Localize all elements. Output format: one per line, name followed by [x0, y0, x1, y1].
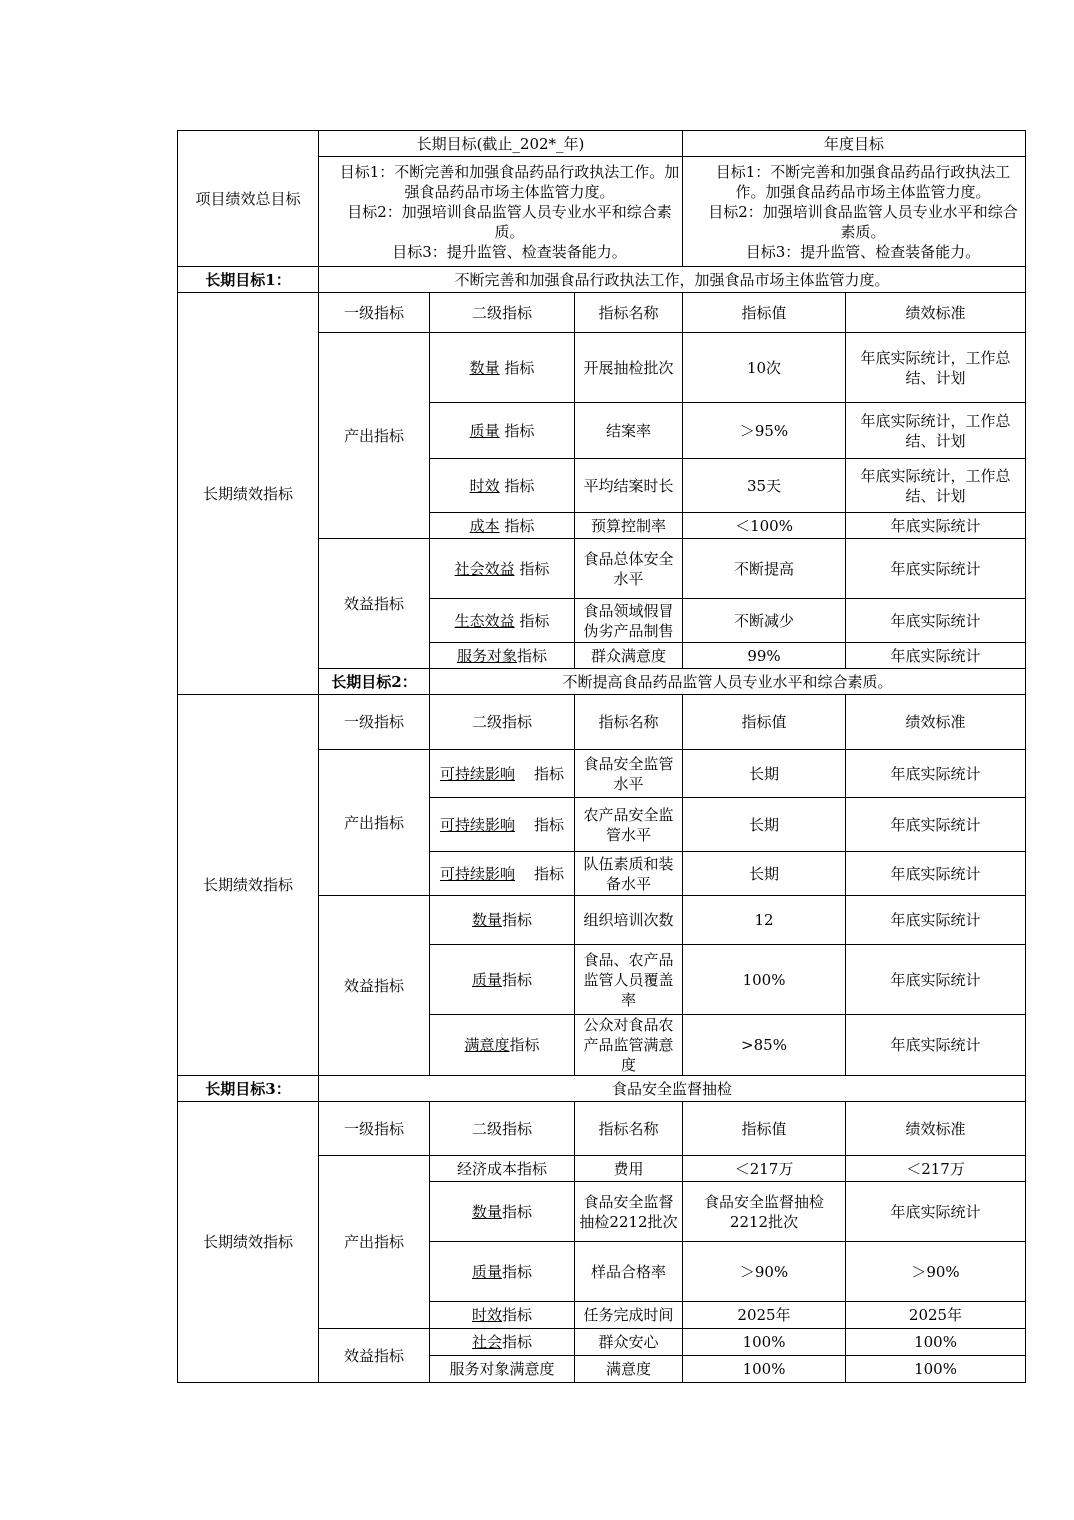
annual-goal-2: 目标2：加强培训食品监管人员专业水平和综合素质。: [708, 202, 1018, 241]
l2-underlined: 质量: [471, 1262, 502, 1281]
l2-underlined: 成本: [469, 516, 500, 535]
goal3-benefit-name: 满意度: [575, 1356, 683, 1383]
l2-suffix: 指标: [504, 476, 535, 495]
long-term-header: 长期目标(截止_202*_年): [319, 131, 683, 157]
goal2-output-name: 农产品安全监管水平: [575, 798, 683, 852]
goal1-output-l2: [430, 403, 575, 459]
header-standard: 绩效标准: [846, 695, 1026, 750]
goal2-benefit-value: 100%: [683, 945, 846, 1015]
l2-suffix: 指标: [509, 1036, 540, 1054]
l2-underlined: 社会效益: [454, 559, 515, 578]
header-value: 指标值: [683, 293, 846, 333]
header-value: 指标值: [683, 695, 846, 750]
goal2-benefit-l2: [430, 1015, 575, 1076]
goal3-output-value: ＜217万: [683, 1156, 846, 1182]
goal1-benefit-value: 不断减少: [683, 599, 846, 643]
l2-underlined: 时效: [469, 476, 500, 495]
l2-suffix: 指标: [502, 970, 533, 989]
goal3-output-label: 产出指标: [319, 1156, 430, 1329]
goal3-label: 长期目标3：: [178, 1076, 319, 1102]
goal1-output-label: 产出指标: [319, 333, 430, 539]
goal1-output-value: ＜100%: [683, 513, 846, 539]
long-term-goal-2: 目标2：加强培训食品监管人员专业水平和综合素质。: [347, 202, 672, 241]
goal1-benefit-standard: 年底实际统计: [846, 643, 1026, 669]
l2-suffix: 指标: [502, 1333, 533, 1351]
l2-suffix: 指标: [534, 764, 565, 783]
header-standard: 绩效标准: [846, 1102, 1026, 1156]
l2-suffix: 指标: [502, 1306, 533, 1324]
annual-header: 年度目标: [683, 131, 1026, 157]
l2-underlined: 数量: [471, 911, 502, 929]
goal2-label: 长期目标2：: [319, 669, 430, 695]
header-level1: 一级指标: [319, 293, 430, 333]
goal3-benefit-value: 100%: [683, 1356, 846, 1383]
goal1-output-name: 开展抽检批次: [575, 333, 683, 403]
goal2-benefit-standard: 年底实际统计: [846, 896, 1026, 945]
l2-suffix: 经济成本指标: [456, 1159, 547, 1178]
performance-goals-table: [177, 130, 1026, 1383]
goal2-benefit-value: >85%: [683, 1015, 846, 1076]
goal2-output-name: 食品安全监管水平: [575, 750, 683, 798]
annual-goals: [683, 157, 1026, 267]
l2-suffix: 指标: [504, 358, 535, 377]
goal1-benefit-l2: [430, 599, 575, 643]
goal3-output-l2: [430, 1242, 575, 1302]
annual-goal-3: 目标3：提升监管、检查装备能力。: [745, 242, 981, 261]
goal3-output-standard: 2025年: [846, 1302, 1026, 1329]
long-term-goals: [319, 157, 683, 267]
goal2-output-l2: [430, 750, 575, 798]
goal3-output-name: 任务完成时间: [575, 1302, 683, 1329]
goal1-output-l2: [430, 459, 575, 513]
goal3-section-label: 长期绩效指标: [178, 1102, 319, 1383]
goal1-benefit-standard: 年底实际统计: [846, 599, 1026, 643]
goal1-output-standard: 年底实际统计，工作总结、计划: [846, 459, 1026, 513]
goal2-benefit-standard: 年底实际统计: [846, 945, 1026, 1015]
goal2-output-l2: [430, 852, 575, 896]
goal1-benefit-value: 99%: [683, 643, 846, 669]
goal3-output-name: 费用: [575, 1156, 683, 1182]
l2-underlined: 可持续影响: [439, 864, 515, 883]
goal2-output-name: 队伍素质和装备水平: [575, 852, 683, 896]
goal2-output-standard: 年底实际统计: [846, 750, 1026, 798]
header-level1: 一级指标: [319, 1102, 430, 1156]
goal3-benefit-standard: 100%: [846, 1329, 1026, 1356]
goal2-desc: 不断提高食品药品监管人员专业水平和综合素质。: [430, 669, 1026, 695]
l2-underlined: 服务对象: [456, 646, 517, 665]
l2-underlined: 数量: [471, 1202, 502, 1221]
long-term-goal-1: 目标1：不断完善和加强食品药品行政执法工作。加强食品药品市场主体监管力度。: [339, 162, 680, 201]
l2-underlined: 数量: [469, 358, 500, 377]
summary-label: 项目绩效总目标: [178, 131, 319, 267]
goal1-output-l2: [430, 333, 575, 403]
goal1-benefit-l2: [430, 643, 575, 669]
header-name: 指标名称: [575, 293, 683, 333]
l2-underlined: 社会: [471, 1333, 502, 1351]
goal3-output-standard: ＜217万: [846, 1156, 1026, 1182]
goal3-output-standard: ＞90%: [846, 1242, 1026, 1302]
goal3-benefit-l2: [430, 1356, 575, 1383]
goal1-label: 长期目标1：: [178, 267, 319, 293]
l2-suffix: 指标: [502, 1262, 533, 1281]
annual-goal-1: 目标1：不断完善和加强食品药品行政执法工作。加强食品药品市场主体监管力度。: [715, 162, 1011, 201]
l2-underlined: 质量: [471, 970, 502, 989]
l2-suffix: 指标: [519, 559, 550, 578]
goal2-benefit-l2: [430, 945, 575, 1015]
goal3-benefit-standard: 100%: [846, 1356, 1026, 1383]
goal1-benefit-label: 效益指标: [319, 539, 430, 669]
goal1-output-value: 10次: [683, 333, 846, 403]
goal1-output-value: 35天: [683, 459, 846, 513]
goal3-desc: 食品安全监督抽检: [319, 1076, 1026, 1102]
goal3-output-name: 样品合格率: [575, 1242, 683, 1302]
header-value: 指标值: [683, 1102, 846, 1156]
l2-suffix: 指标: [504, 516, 535, 535]
goal1-benefit-standard: 年底实际统计: [846, 539, 1026, 599]
goal2-output-standard: 年底实际统计: [846, 852, 1026, 896]
goal1-output-name: 平均结案时长: [575, 459, 683, 513]
goal1-output-name: 预算控制率: [575, 513, 683, 539]
l2-suffix: 指标: [534, 815, 565, 834]
l2-underlined: 可持续影响: [439, 764, 515, 783]
goal2-section-label: 长期绩效指标: [178, 695, 319, 1076]
header-level1: 一级指标: [319, 695, 430, 750]
goal1-output-standard: 年底实际统计，工作总结、计划: [846, 333, 1026, 403]
l2-underlined: 满意度: [464, 1036, 510, 1054]
l2-underlined: 时效: [471, 1306, 502, 1324]
goal3-output-name: 食品安全监督抽检2212批次: [575, 1182, 683, 1242]
goal3-benefit-label: 效益指标: [319, 1329, 430, 1383]
goal1-benefit-name: 食品领域假冒伪劣产品制售: [575, 599, 683, 643]
goal3-output-value: 2025年: [683, 1302, 846, 1329]
goal3-output-l2: [430, 1182, 575, 1242]
goal2-benefit-name: 组织培训次数: [575, 896, 683, 945]
goal1-output-standard: 年底实际统计: [846, 513, 1026, 539]
l2-suffix: 指标: [517, 646, 548, 665]
goal1-output-value: ＞95%: [683, 403, 846, 459]
goal2-output-value: 长期: [683, 750, 846, 798]
goal1-output-standard: 年底实际统计，工作总结、计划: [846, 403, 1026, 459]
goal1-benefit-value: 不断提高: [683, 539, 846, 599]
goal3-benefit-value: 100%: [683, 1329, 846, 1356]
goal1-benefit-name: 食品总体安全水平: [575, 539, 683, 599]
goal1-benefit-name: 群众满意度: [575, 643, 683, 669]
goal2-output-l2: [430, 798, 575, 852]
goal2-benefit-value: 12: [683, 896, 846, 945]
header-level2: 二级指标: [430, 293, 575, 333]
goal2-benefit-l2: [430, 896, 575, 945]
goal1-benefit-l2: [430, 539, 575, 599]
goal2-output-standard: 年底实际统计: [846, 798, 1026, 852]
goal3-output-l2: [430, 1156, 575, 1182]
goal1-desc: 不断完善和加强食品行政执法工作，加强食品市场主体监管力度。: [319, 267, 1026, 293]
l2-suffix: 指标: [519, 611, 550, 630]
goal3-output-value: ＞90%: [683, 1242, 846, 1302]
goal3-benefit-l2: [430, 1329, 575, 1356]
l2-underlined: 可持续影响: [439, 815, 515, 834]
goal2-benefit-name: 公众对食品农产品监管满意度: [575, 1015, 683, 1076]
goal3-benefit-name: 群众安心: [575, 1329, 683, 1356]
goal3-output-l2: [430, 1302, 575, 1329]
header-name: 指标名称: [575, 695, 683, 750]
goal2-output-label: 产出指标: [319, 750, 430, 896]
l2-suffix: 指标: [504, 421, 535, 440]
header-level2: 二级指标: [430, 1102, 575, 1156]
l2-suffix: 服务对象满意度: [449, 1360, 555, 1378]
l2-underlined: 生态效益: [454, 611, 515, 630]
goal2-benefit-standard: 年底实际统计: [846, 1015, 1026, 1076]
goal1-output-name: 结案率: [575, 403, 683, 459]
l2-suffix: 指标: [502, 911, 533, 929]
goal2-benefit-label: 效益指标: [319, 896, 430, 1076]
l2-suffix: 指标: [502, 1202, 533, 1221]
goal3-output-standard: 年底实际统计: [846, 1182, 1026, 1242]
goal2-benefit-name: 食品、农产品监管人员覆盖率: [575, 945, 683, 1015]
goal2-output-value: 长期: [683, 852, 846, 896]
goal1-output-l2: [430, 513, 575, 539]
l2-suffix: 指标: [534, 864, 565, 883]
header-level2: 二级指标: [430, 695, 575, 750]
goal1-section-label: 长期绩效指标: [178, 293, 319, 695]
header-standard: 绩效标准: [846, 293, 1026, 333]
l2-underlined: 质量: [469, 421, 500, 440]
header-name: 指标名称: [575, 1102, 683, 1156]
goal2-output-value: 长期: [683, 798, 846, 852]
long-term-goal-3: 目标3：提升监管、检查装备能力。: [392, 242, 627, 261]
goal3-output-value: 食品安全监督抽检2212批次: [683, 1182, 846, 1242]
